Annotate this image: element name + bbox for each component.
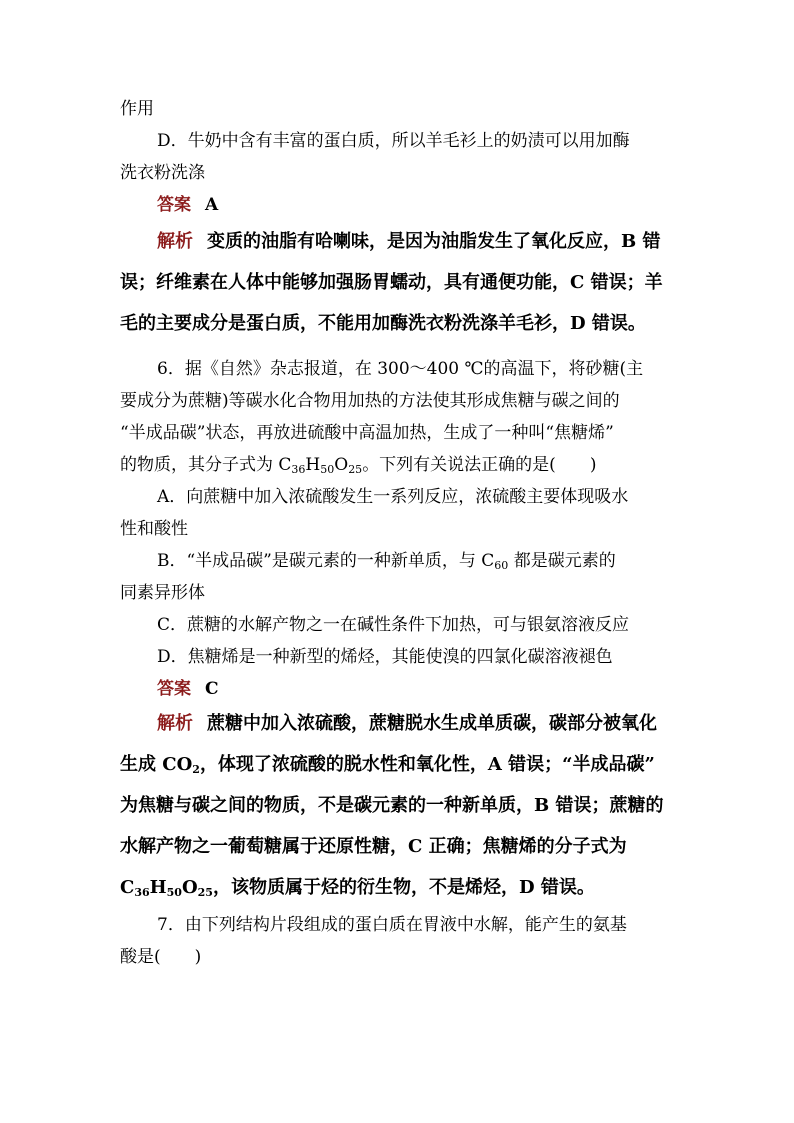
q6-analysis-label: 解析 <box>157 713 193 734</box>
q6-analysis-line5-post: ，该物质属于烃的衍生物，不是烯烃，D 错误。 <box>212 877 595 898</box>
q6-formula-h-sub: 50 <box>320 463 335 476</box>
q5-answer-row <box>157 194 218 216</box>
q6-option-b-line1 <box>157 550 616 572</box>
q6-analysis-line3: 为焦糖与碳之间的物质，不是碳元素的一种新单质，B 错误；蔗糖的 <box>120 795 664 816</box>
q6-analysis-formula-o-sub: 25 <box>197 886 213 899</box>
q6-analysis-formula-c: C <box>120 877 135 898</box>
q6-analysis-formula-c-sub: 36 <box>134 886 150 899</box>
q6-answer-value: C <box>205 679 219 699</box>
q6-analysis-line2-post: ，体现了浓硫酸的脱水性和氧化性，A 错误；“半成品碳” <box>199 754 655 775</box>
q5-answer-value: A <box>205 195 219 215</box>
q6-option-c: C．蔗糖的水解产物之一在碱性条件下加热，可与银氨溶液反应 <box>157 615 630 635</box>
q7-stem-line2: 酸是( ) <box>120 947 202 967</box>
q5-analysis-line1 <box>157 231 660 253</box>
q6-stem-line4 <box>120 454 596 476</box>
q5-analysis-label: 解析 <box>157 231 193 252</box>
q6-analysis-formula-h-sub: 50 <box>166 886 182 899</box>
q5-answer-label: 答案 <box>157 195 191 215</box>
q6-option-d: D．焦糖烯是一种新型的烯烃，其能使溴的四氯化碳溶液褪色 <box>157 647 613 667</box>
q6-analysis-line2 <box>120 754 655 776</box>
q6-formula-o-sub: 25 <box>348 463 363 476</box>
q6-stem-line1: 6．据《自然》杂志报道，在 300～400 ℃的高温下，将砂糖(主 <box>157 359 644 379</box>
q6-option-b-post: 都是碳元素的 <box>508 551 616 571</box>
q5-option-d-line2: 洗衣粉洗涤 <box>120 163 205 183</box>
q6-analysis-line1 <box>157 713 657 735</box>
q6-analysis-co2-sub: 2 <box>192 763 200 776</box>
q6-formula-h: H <box>305 455 321 475</box>
q6-stem-line4-post: 。下列有关说法正确的是( ) <box>362 455 597 475</box>
q6-stem-line3: “半成品碳”状态，再放进硫酸中高温加热，生成了一种叫“焦糖烯” <box>120 423 614 443</box>
q5-option-d-line1: D．牛奶中含有丰富的蛋白质，所以羊毛衫上的奶渍可以用加酶 <box>157 131 630 151</box>
q6-option-a-line2: 性和酸性 <box>120 519 188 539</box>
q6-stem-line2: 要成分为蔗糖)等碳水化合物用加热的方法使其形成焦糖与碳之间的 <box>120 391 620 411</box>
q5-analysis-line3: 毛的主要成分是蛋白质，不能用加酶洗衣粉洗涤羊毛衫，D 错误。 <box>120 313 646 334</box>
q6-option-b-sub: 60 <box>494 559 509 572</box>
q6-option-a-line1: A．向蔗糖中加入浓硫酸发生一系列反应，浓硫酸主要体现吸水 <box>157 487 629 507</box>
q5-analysis-line2: 误；纤维素在人体中能够加强肠胃蠕动，具有通便功能，C 错误；羊 <box>120 272 663 293</box>
q6-formula-o: O <box>334 455 349 475</box>
q6-analysis-text1: 蔗糖中加入浓硫酸，蔗糖脱水生成单质碳，碳部分被氧化 <box>207 713 657 734</box>
q6-option-b-pre: B．“半成品碳”是碳元素的一种新单质，与 C <box>157 551 495 571</box>
q5-continuation-text: 作用 <box>120 99 154 119</box>
q6-analysis-formula-h: H <box>149 877 167 898</box>
q6-analysis-line5 <box>120 877 595 899</box>
q5-analysis-text1: 变质的油脂有哈喇味，是因为油脂发生了氧化反应，B 错 <box>207 231 661 252</box>
q6-formula-c-sub: 36 <box>291 463 306 476</box>
q6-analysis-line2-pre: 生成 CO <box>120 754 193 775</box>
q6-answer-label: 答案 <box>157 679 191 699</box>
q6-stem-line4-pre: 的物质，其分子式为 C <box>120 455 292 475</box>
q7-stem-line1: 7．由下列结构片段组成的蛋白质在胃液中水解，能产生的氨基 <box>157 915 627 935</box>
q6-answer-row <box>157 678 219 700</box>
q6-analysis-line4: 水解产物之一葡萄糖属于还原性糖，C 正确；焦糖烯的分子式为 <box>120 836 627 857</box>
q6-analysis-formula-o: O <box>181 877 198 898</box>
q6-option-b-line2: 同素异形体 <box>120 583 205 603</box>
